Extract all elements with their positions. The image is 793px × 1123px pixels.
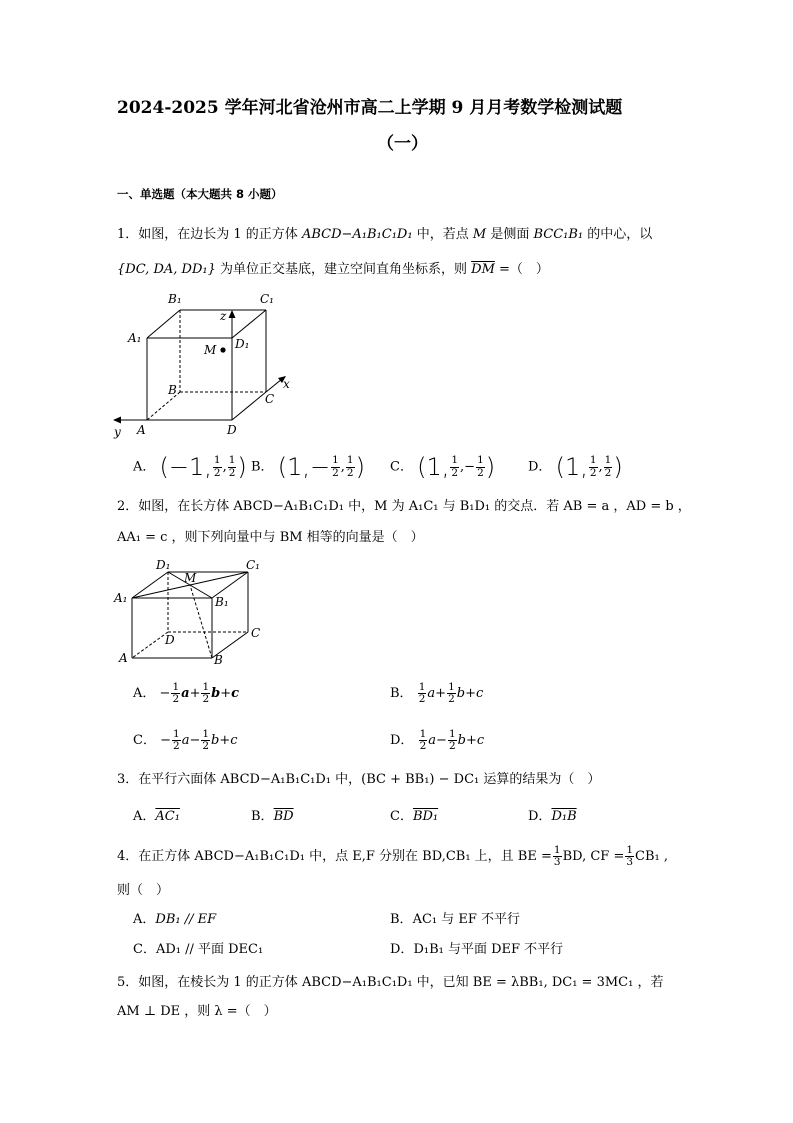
option-open: (1, [417, 453, 450, 481]
q4-text-a: 4．在正方体 ABCD−A₁B₁C₁D₁ 中，点 E,F 分别在 BD,CB₁ 上，且 BE = [117, 849, 552, 865]
option-sep: , [598, 459, 603, 475]
q3-option-c[interactable]: C．BD₁ [390, 809, 439, 824]
fraction: $\frac{1}{2}$ [604, 454, 612, 479]
fraction: $\frac{1}{3}$ [626, 844, 634, 869]
q2-line1: 2．如图，在长方体 ABCD−A₁B₁C₁D₁ 中，M 为 A₁C₁ 与 B₁D₁ 的交点．若 AB = a ，AD = b ， [117, 499, 691, 514]
q1-text-c: 中，若点 [416, 227, 469, 242]
page-subtitle: （一） [377, 134, 428, 154]
section-heading: 一、单选题（本大题共 8 小题） [117, 187, 283, 201]
option-letter: C． [133, 733, 156, 749]
q1-option-a[interactable] [133, 455, 247, 479]
fraction: $\frac{1}{2}$ [451, 454, 459, 479]
q1-text-d: M [472, 227, 487, 242]
label-x: x [283, 377, 290, 391]
label-y: y [114, 425, 121, 439]
label-z: z [220, 309, 227, 323]
label-a1: A₁ [128, 331, 142, 345]
q1-cube-figure [110, 290, 310, 440]
fraction: $\frac{1}{2}$ [418, 681, 426, 706]
q1-line2 [117, 263, 549, 276]
option-letter: B． [251, 459, 274, 475]
edge [232, 310, 266, 338]
option-sep: , [340, 459, 345, 475]
fraction: $\frac{1}{2}$ [213, 454, 221, 479]
option-letter: C． [390, 459, 413, 475]
q1-text-h: 为单位正交基底，建立空间直角坐标系，则 [220, 262, 468, 277]
fraction: $\frac{1}{2}$ [228, 454, 236, 479]
fraction: $\frac{1}{2}$ [346, 454, 354, 479]
fraction: $\frac{1}{2}$ [202, 728, 210, 753]
q4-line1 [117, 845, 668, 868]
q4-line2: 则（ ） [117, 883, 170, 898]
option-close: ) [485, 453, 496, 481]
option-close: ) [237, 453, 247, 481]
q3-option-d[interactable]: D．D₁B [528, 809, 577, 824]
label-a: A [119, 651, 128, 665]
q1-option-b[interactable] [251, 455, 365, 479]
fraction: $\frac{1}{2}$ [448, 681, 455, 706]
q4-option-d[interactable]: D．D₁B₁ 与平面 DEF 不平行 [390, 942, 564, 957]
page-title: 2024-2025 学年河北省沧州市高二上学期 9 月月考数学检测试题 [117, 98, 623, 118]
option-letter: B． [390, 686, 413, 702]
option-sep: ,− [460, 459, 476, 475]
label-b1: B₁ [215, 595, 229, 609]
q1-vector-dm: $\overline{DM}$ [471, 262, 495, 277]
fraction: $\frac{1}{3}$ [553, 844, 561, 869]
q1-text-i: =（ ） [499, 262, 549, 277]
fraction: $\frac{1}{2}$ [448, 728, 456, 753]
q1-option-c[interactable] [390, 455, 495, 479]
fraction: $\frac{1}{2}$ [419, 728, 427, 753]
option-open: (−1, [159, 453, 212, 481]
option-close: ) [355, 453, 365, 481]
label-m: M [184, 571, 197, 585]
fraction: $\frac{1}{2}$ [589, 454, 597, 479]
x-axis [266, 379, 282, 392]
fraction: $\frac{1}{2}$ [202, 681, 210, 706]
q5-line2: AM ⊥ DE ，则 λ =（ ） [117, 1004, 277, 1019]
q4-text-c: CB₁ , [635, 849, 669, 865]
hidden-edge [132, 632, 168, 658]
q4-option-c[interactable]: C．AD₁ // 平面 DEC₁ [133, 942, 264, 957]
q1-option-d[interactable] [528, 455, 623, 479]
q2-option-a[interactable]: A． − $\frac{1}{2}$ a+ $\frac{1}{2}$ b+c [133, 681, 240, 706]
z-arrow [229, 310, 236, 318]
label-c1: C₁ [260, 292, 274, 306]
q2-option-d[interactable]: D． $\frac{1}{2}$ a− $\frac{1}{2}$ b+c [390, 728, 485, 753]
q4-text-b: BD, CF = [562, 849, 625, 865]
fraction: $\frac{1}{2}$ [172, 681, 180, 706]
q1-text-e: 是侧面 [490, 227, 530, 242]
option-letter: A． [133, 686, 156, 702]
label-c1: C₁ [246, 558, 260, 572]
option-open: (1,− [277, 453, 331, 481]
q2-line2: AA₁ = c ，则下列向量中与 BM 相等的向量是（ ） [117, 530, 424, 545]
label-m: M [204, 343, 217, 357]
label-d1: D₁ [235, 337, 250, 351]
fraction: $\frac{1}{2}$ [477, 454, 484, 479]
q1-line1 [117, 228, 652, 241]
label-d: D [227, 423, 237, 437]
option-open: (1, [555, 453, 588, 481]
q1-basis: {DC, DA, DD₁} [117, 262, 216, 277]
option-letter: A． [133, 459, 156, 475]
label-a1: A₁ [114, 591, 128, 605]
q3-option-a[interactable]: A．AC₁ [133, 809, 180, 824]
q3-stem: 3．在平行六面体 ABCD−A₁B₁C₁D₁ 中，(BC + BB₁) − DC₁ 运算的结果为（ ） [117, 772, 601, 787]
option-letter: D． [528, 459, 552, 475]
q1-text-g: 的中心，以 [587, 227, 653, 242]
q2-box-figure [112, 558, 272, 668]
edge [147, 310, 180, 338]
q5-line1: 5．如图，在棱长为 1 的正方体 ABCD−A₁B₁C₁D₁ 中，已知 BE = λBB₁, DC₁ = 3MC₁ ，若 [117, 975, 664, 990]
point-m [220, 347, 225, 352]
label-c: C [265, 392, 275, 406]
label-d1: D₁ [156, 558, 171, 572]
q4-option-b[interactable]: B．AC₁ 与 EF 不平行 [390, 912, 521, 927]
edge [232, 392, 266, 420]
q1-text-f: BCC₁B₁ [533, 227, 584, 242]
q2-option-b[interactable]: B． $\frac{1}{2}$ a+ $\frac{1}{2}$ b+c [390, 681, 484, 706]
fraction: $\frac{1}{2}$ [332, 454, 339, 479]
fraction: $\frac{1}{2}$ [173, 728, 180, 753]
label-b: B [168, 383, 177, 397]
q1-text-b: ABCD−A₁B₁C₁D₁ [301, 227, 413, 242]
option-letter: D． [390, 733, 414, 749]
label-b: B [214, 653, 223, 667]
option-close: ) [613, 453, 623, 481]
option-sep: , [222, 459, 227, 475]
y-arrow [113, 417, 121, 424]
label-a: A [137, 423, 146, 437]
q2-option-c[interactable]: C． − $\frac{1}{2}$ a− $\frac{1}{2}$ b+c [133, 728, 238, 753]
label-c: C [251, 626, 261, 640]
q1-text-a: 1．如图，在边长为 1 的正方体 [117, 227, 298, 242]
q3-option-b[interactable]: B．$\overline{BD}$ [251, 809, 294, 824]
label-b1: B₁ [168, 292, 182, 306]
q4-option-a[interactable]: A．DB₁ // EF [133, 912, 217, 927]
label-d: D [165, 633, 175, 647]
